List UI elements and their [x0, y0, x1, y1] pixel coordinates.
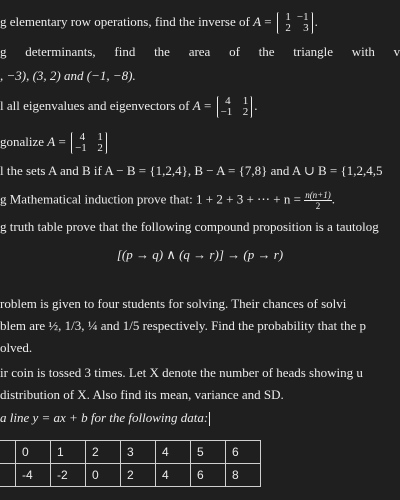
word: the — [154, 44, 170, 59]
table-row — [0, 441, 261, 464]
q1-eq: = — [261, 13, 275, 29]
q4-eq: = — [55, 133, 70, 149]
q3-eq: = — [200, 97, 215, 113]
table-cell[interactable]: 1 — [51, 441, 86, 464]
matrix-cell: 1 — [97, 132, 103, 143]
table-cell[interactable]: 5 — [191, 441, 226, 464]
question-triangle-area-line2: , −3), (3, 2) and (−1, −8). — [0, 68, 136, 83]
question-inverse-matrix — [0, 12, 400, 34]
table-cell[interactable] — [0, 441, 16, 464]
text-cursor — [209, 412, 210, 426]
table-cell[interactable] — [0, 464, 16, 487]
question-coin-toss-line1: ir coin is tossed 3 times. Let X denote the number of heads showing u — [0, 365, 363, 380]
question-probability-line2: blem are ½, 1/3, ¼ and 1/5 respectively. Find the probability that the p — [0, 318, 366, 333]
question-fit-line — [0, 410, 400, 426]
table-cell[interactable]: 0 — [16, 441, 51, 464]
q3-var: A — [192, 97, 201, 113]
word: area — [188, 44, 211, 59]
table-cell[interactable]: 0 — [86, 464, 121, 487]
q6-end: . — [331, 191, 336, 207]
word: determinants, — [25, 44, 96, 59]
table-cell[interactable]: -2 — [51, 464, 86, 487]
q10-text: a line y = ax + b for the following data: — [0, 410, 209, 425]
question-coin-toss-line2: distribution of X. Also find its mean, variance and SD. — [0, 387, 284, 402]
q3-end: . — [254, 97, 258, 113]
fraction — [304, 190, 332, 211]
matrix-cell: 4 — [79, 132, 86, 143]
matrix-a-4 — [71, 132, 107, 154]
matrix-cell: −1 — [220, 106, 233, 118]
word: v — [393, 44, 400, 59]
q1-text: g elementary row operations, find the inverse of — [0, 13, 254, 29]
table-row — [0, 464, 261, 487]
matrix-a-1 — [277, 12, 313, 34]
table-cell[interactable]: 4 — [156, 441, 191, 464]
table-cell[interactable]: 6 — [226, 441, 261, 464]
word: with — [351, 44, 375, 59]
matrix-cell: 4 — [225, 96, 231, 107]
table-cell[interactable]: 3 — [121, 441, 156, 464]
table-cell[interactable]: 2 — [86, 441, 121, 464]
table-cell[interactable]: 2 — [121, 464, 156, 487]
matrix-cell: 1 — [285, 12, 291, 23]
table-cell[interactable]: 4 — [156, 464, 191, 487]
matrix-cell: 1 — [242, 96, 249, 107]
question-probability-line1: roblem is given to four students for solving. Their chances of solvi — [0, 296, 347, 311]
tautology-formula: [(p → q) ∧ (q → r)] → (p → r) — [116, 247, 284, 262]
word: the — [258, 44, 275, 59]
question-probability-line3: olved. — [0, 340, 33, 355]
question-triangle-area-line1 — [0, 44, 400, 60]
q6-text: g Mathematical induction prove that: 1 + 2 + 3 + ⋯ + n = — [0, 191, 305, 207]
matrix-cell: 2 — [97, 142, 103, 154]
q3-text: l all eigenvalues and eigenvectors of — [0, 97, 193, 113]
matrix-cell: −1 — [296, 12, 309, 23]
matrix-cell: 2 — [242, 106, 249, 118]
q4-var: A — [47, 133, 56, 149]
q1-var: A — [253, 13, 262, 29]
matrix-a-3 — [217, 96, 253, 118]
question-induction — [0, 190, 400, 211]
data-table — [0, 440, 261, 487]
q1-end: . — [314, 13, 318, 29]
fraction-numerator: n(n+1) — [305, 190, 331, 200]
table-cell[interactable]: 6 — [191, 464, 226, 487]
word: find — [114, 44, 136, 59]
word: triangle — [293, 44, 333, 59]
fraction-denominator: 2 — [315, 201, 321, 211]
word: g — [0, 44, 7, 59]
matrix-cell: −1 — [75, 142, 87, 154]
question-diagonalize — [0, 132, 400, 154]
question-truth-table: g truth table prove that the following compound proposition is a tautolog — [0, 219, 379, 234]
table-cell[interactable]: -4 — [16, 464, 51, 487]
word: of — [229, 44, 240, 59]
matrix-cell: 3 — [303, 22, 309, 34]
table-cell[interactable]: 8 — [226, 464, 261, 487]
matrix-cell: 2 — [285, 22, 291, 34]
question-sets: l the sets A and B if A − B = {1,2,4}, B − A = {7,8} and A ∪ B = {1,2,4,5 — [0, 163, 383, 178]
q4-text: gonalize — [0, 133, 48, 149]
question-eigenvalues — [0, 96, 400, 118]
